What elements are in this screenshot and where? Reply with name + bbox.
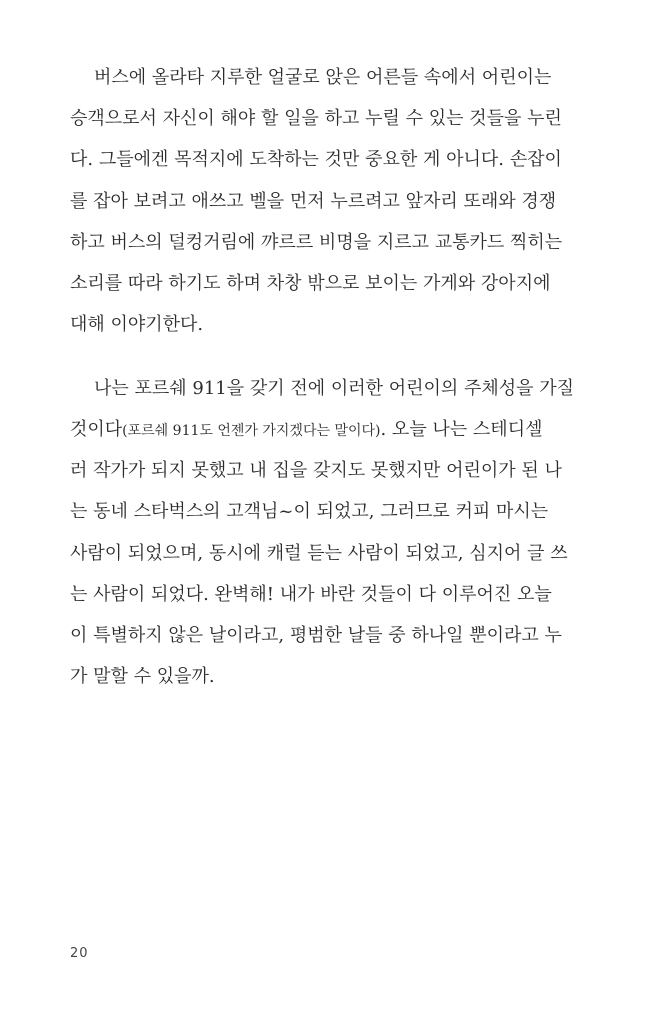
paragraph-2-line-7: 이 특별하지 않은 날이라고, 평범한 날들 중 하나일 뿐이라고 누 bbox=[70, 625, 562, 646]
paragraph-1-line-2: 승객으로서 자신이 해야 할 일을 하고 누릴 수 있는 것들을 누린 bbox=[70, 108, 562, 129]
paragraph-1-line-6: 소리를 따라 하기도 하며 차창 밖으로 보이는 가게와 강아지에 bbox=[70, 273, 551, 294]
paragraph-2-line-4: 는 동네 스타벅스의 고객님~이 되었고, 그러므로 커피 마시는 bbox=[70, 501, 549, 522]
paragraph-1-line-5: 하고 버스의 덜컹거림에 꺄르르 비명을 지르고 교통카드 찍히는 bbox=[70, 232, 563, 253]
paragraph-2-line-5: 사람이 되었으며, 동시에 캐럴 듣는 사람이 되었고, 심지어 글 쓰 bbox=[70, 543, 568, 564]
paragraph-2-line-1: 나는 포르쉐 911을 갖기 전에 이러한 어린이의 주체성을 가질 bbox=[94, 378, 575, 399]
page-number: 20 bbox=[70, 946, 89, 961]
paragraph-2-line-2-start: 것이다 bbox=[70, 419, 123, 440]
paragraph-2-line-2 bbox=[70, 410, 542, 450]
paragraph-2-line-8: 가 말할 수 있을까. bbox=[70, 666, 215, 687]
paragraph-1-line-4: 를 잡아 보려고 애쓰고 벨을 먼저 누르려고 앞자리 또래와 경쟁 bbox=[70, 191, 557, 212]
paragraph-2-line-3: 러 작가가 되지 못했고 내 집을 갖지도 못했지만 어린이가 된 나 bbox=[70, 460, 562, 481]
paragraph-1-line-7: 대해 이야기한다. bbox=[70, 314, 204, 335]
paragraph-2-line-6: 는 사람이 되었다. 완벽해! 내가 바란 것들이 다 이루어진 오늘 bbox=[70, 584, 552, 605]
paragraph-1-line-1: 버스에 올라타 지루한 얼굴로 앉은 어른들 속에서 어린이는 bbox=[94, 67, 552, 88]
parenthetical-note: (포르쉐 911도 언젠가 가지겠다는 말이다) bbox=[122, 423, 381, 439]
paragraph-2-line-2-end: . 오늘 나는 스테디셀 bbox=[380, 419, 543, 440]
paragraph-1-line-3: 다. 그들에겐 목적지에 도착하는 것만 중요한 게 아니다. 손잡이 bbox=[70, 149, 562, 170]
